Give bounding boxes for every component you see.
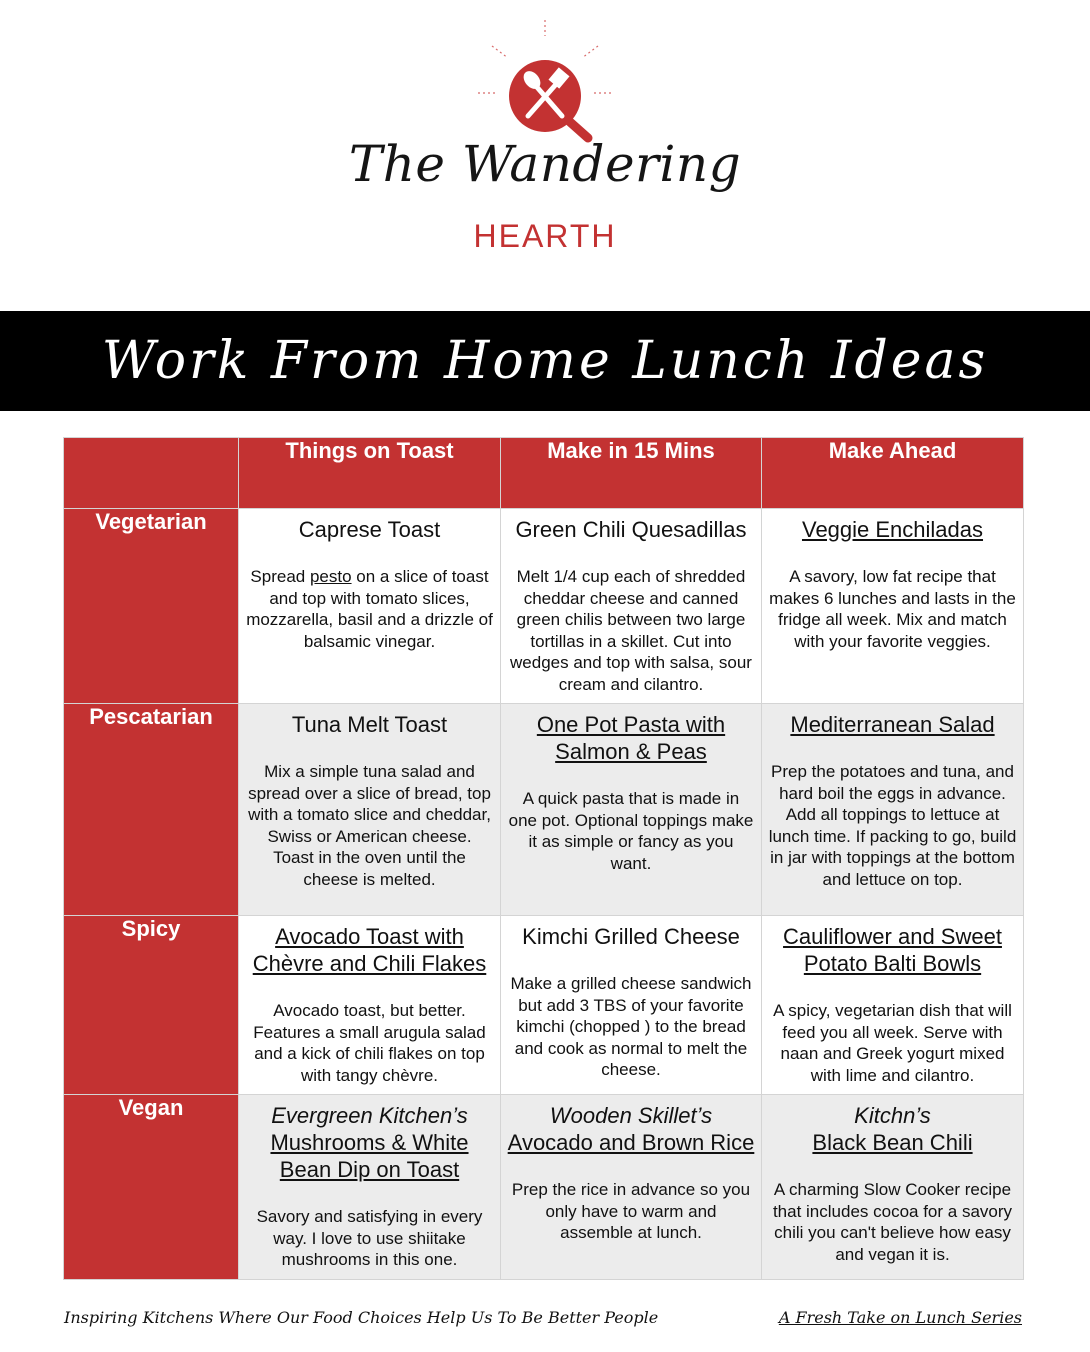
recipe-title: Tuna Melt Toast: [291, 712, 448, 737]
recipe-description: Prep the rice in advance so you only have to warm and assemble at lunch.: [511, 1180, 751, 1242]
row-header: Vegan: [64, 1095, 239, 1280]
recipe-description-text: on a slice of toast and top with tomato slices, mozzarella, basil and a drizzle of balsamic vinegar.: [246, 567, 493, 651]
pesto-link[interactable]: pesto: [309, 567, 352, 586]
footer-series-link[interactable]: A Fresh Take on Lunch Series: [778, 1308, 1022, 1327]
recipe-link[interactable]: Veggie Enchiladas: [801, 517, 984, 542]
recipe-link[interactable]: Mushrooms & White Bean Dip on Toast: [270, 1130, 469, 1182]
recipe-title: Caprese Toast: [298, 517, 441, 542]
row-header: Vegetarian: [64, 509, 239, 704]
recipe-source: Kitchn’s: [854, 1103, 931, 1128]
recipe-cell: [239, 704, 501, 916]
recipe-link[interactable]: Black Bean Chili: [812, 1130, 973, 1155]
recipe-description: Savory and satisfying in every way. I love to use shiitake mushrooms in this one.: [256, 1207, 483, 1269]
header-row: [64, 438, 1024, 509]
table-row-spicy: [64, 916, 1024, 1095]
recipe-cell: [239, 509, 501, 704]
recipe-description: A savory, low fat recipe that makes 6 lunches and lasts in the fridge all week. Mix and match with your favorite veggies.: [769, 567, 1016, 651]
recipe-description: A quick pasta that is made in one pot. Optional toppings make it as simple or fancy as you want.: [508, 789, 754, 873]
recipe-description: [245, 566, 494, 652]
recipe-link[interactable]: Mediterranean Salad: [790, 712, 995, 737]
page-title: Work From Home Lunch Ideas: [101, 331, 989, 391]
lunch-ideas-table: [63, 437, 1024, 1280]
recipe-cell: [762, 916, 1024, 1095]
column-header-make-ahead: Make Ahead: [762, 438, 1024, 509]
recipe-title-block: [507, 1102, 755, 1156]
recipe-cell: [501, 916, 762, 1095]
table-row-pescatarian: [64, 704, 1024, 916]
recipe-cell: [762, 509, 1024, 704]
recipe-description: Melt 1/4 cup each of shredded cheddar cheese and canned green chilis between two large tortillas in a skillet. Cut into wedges and top with salsa, sour cream and cilantro.: [510, 567, 752, 694]
recipe-description-text: Spread: [250, 567, 310, 586]
brand-subtitle: HEARTH: [473, 218, 617, 254]
recipe-description: Prep the potatoes and tuna, and hard boil the eggs in advance. Add all toppings to lettuce at lunch time. If packing to go, build in jar with toppings at the bottom and lettuce on top.: [768, 762, 1017, 889]
table-row-vegan: [64, 1095, 1024, 1280]
footer-tagline: Inspiring Kitchens Where Our Food Choices Help Us To Be Better People: [64, 1308, 659, 1327]
recipe-description: Avocado toast, but better. Features a small arugula salad and a kick of chili flakes on top with tangy chèvre.: [253, 1001, 486, 1085]
recipe-link[interactable]: Avocado and Brown Rice: [507, 1130, 755, 1155]
recipe-link[interactable]: Cauliflower and Sweet Potato Balti Bowls: [783, 924, 1002, 976]
spoon-spatula-icon: [470, 18, 620, 143]
recipe-cell: [239, 1095, 501, 1280]
recipe-link[interactable]: Avocado Toast with Chèvre and Chili Flakes: [252, 924, 487, 976]
recipe-description: A spicy, vegetarian dish that will feed you all week. Serve with naan and Greek yogurt mixed with lime and cilantro.: [773, 1001, 1012, 1085]
brand-name: The Wandering: [348, 135, 742, 193]
brand-logo: [0, 0, 1090, 300]
recipe-title-block: [245, 1102, 494, 1183]
recipe-description: Mix a simple tuna salad and spread over a slice of bread, top with a tomato slice and cheddar, Swiss or American cheese. Toast in the oven until the cheese is melted.: [248, 762, 491, 889]
recipe-description: A charming Slow Cooker recipe that includes cocoa for a savory chili you can't believe how easy and vegan it is.: [772, 1180, 1013, 1264]
corner-header: [64, 438, 239, 509]
recipe-source: Evergreen Kitchen’s: [271, 1103, 468, 1128]
row-header: Pescatarian: [64, 704, 239, 916]
row-header: Spicy: [64, 916, 239, 1095]
table-row-vegetarian: [64, 509, 1024, 704]
recipe-description: Make a grilled cheese sandwich but add 3 TBS of your favorite kimchi (chopped ) to the bread and cook as normal to melt the cheese.: [510, 974, 752, 1079]
recipe-cell: [501, 704, 762, 916]
column-header-15-mins: Make in 15 Mins: [501, 438, 762, 509]
recipe-title: Green Chili Quesadillas: [515, 517, 747, 542]
recipe-cell: [762, 704, 1024, 916]
recipe-title: Kimchi Grilled Cheese: [522, 924, 740, 949]
title-banner: [0, 311, 1090, 411]
column-header-toast: Things on Toast: [239, 438, 501, 509]
recipe-cell: [762, 1095, 1024, 1280]
recipe-source: Wooden Skillet’s: [549, 1103, 713, 1128]
recipe-cell: [501, 1095, 762, 1280]
recipe-title-block: [768, 1102, 1017, 1156]
recipe-cell: [239, 916, 501, 1095]
recipe-link[interactable]: One Pot Pasta with Salmon & Peas: [536, 712, 726, 764]
recipe-cell: [501, 509, 762, 704]
